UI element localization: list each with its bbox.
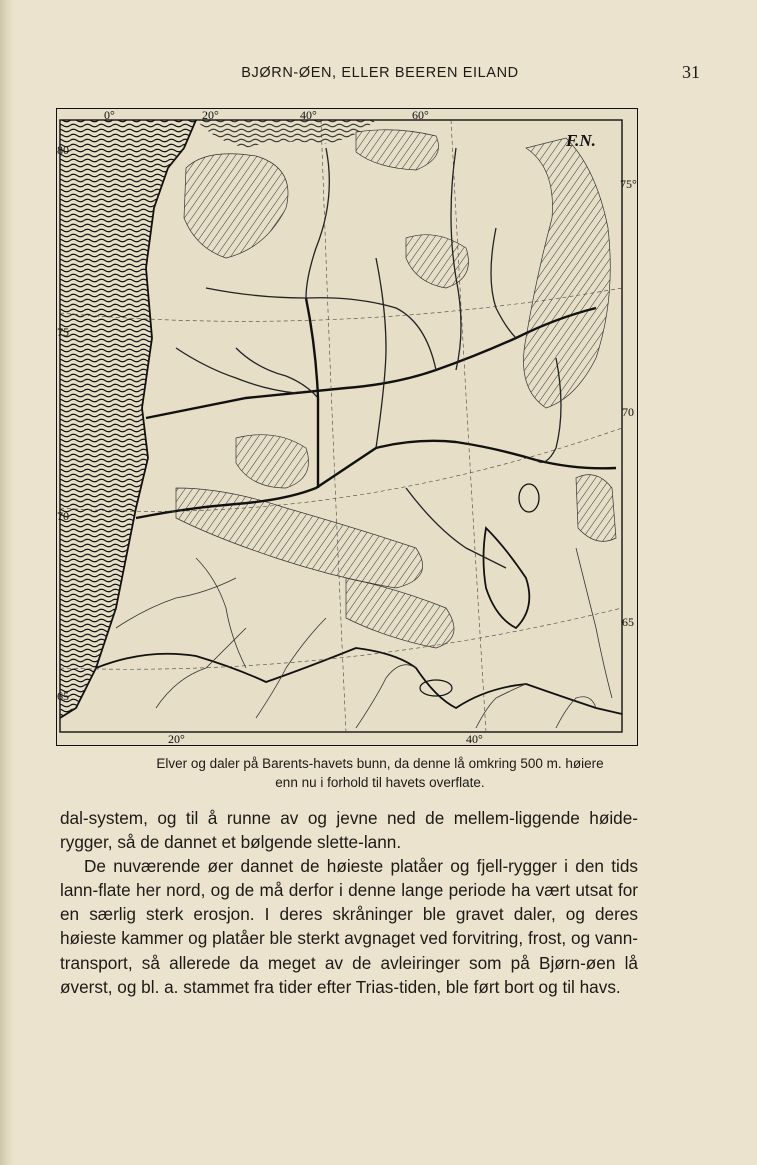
right-latitude-label: 65 xyxy=(622,615,634,629)
top-longitude-label: 0° xyxy=(104,108,115,122)
top-longitude-label: 60° xyxy=(412,108,429,122)
map-figure xyxy=(56,108,638,746)
top-longitude-label: 20° xyxy=(202,108,219,122)
left-latitude-label: 80 xyxy=(57,143,69,157)
bottom-longitude-label: 40° xyxy=(466,732,483,746)
right-latitude-label: 75° xyxy=(620,177,637,191)
left-latitude-label: 75 xyxy=(57,325,69,339)
barents-sea-map xyxy=(56,108,638,746)
figure-caption xyxy=(60,754,700,792)
running-head xyxy=(60,62,700,86)
paragraph-2: De nuværende øer dannet de høieste platåer og fjell-rygger i den tids lann-flate her nord, og de må derfor i denne lange periode ha vært utsat for en særlig sterk erosjon. I deres skråninger ble gravet daler, og deres høieste kammer og platåer ble sterkt avgnaget ved forvitring, frost, og vann-transport, så allerede da meget av de avleiringer som på Bjørn-øen lå øverst, og bl. a. stammet fra tider efter Trias-tiden, ble ført bort og til havs. xyxy=(60,856,638,997)
right-latitude-label: 70 xyxy=(622,405,634,419)
author-initials: F.N. xyxy=(566,131,596,150)
paragraph-1: dal-system, og til å runne av og jevne ned de mellem-liggende høide-rygger, så de dannet et bølgende slette-lann. xyxy=(60,808,638,853)
body-text xyxy=(60,806,638,999)
running-title: BJØRN-ØEN, ELLER BEEREN EILAND xyxy=(241,65,519,81)
left-latitude-label: 70 xyxy=(57,509,69,523)
caption-line-1: Elver og daler på Barents-havets bunn, da denne lå omkring 500 m. høiere xyxy=(156,756,604,771)
page-number: 31 xyxy=(682,62,700,82)
page-edge xyxy=(0,0,14,1165)
bottom-longitude-label: 20° xyxy=(168,732,185,746)
left-latitude-label: 65 xyxy=(57,689,69,703)
top-longitude-label: 40° xyxy=(300,108,317,122)
caption-line-2: enn nu i forhold til havets overflate. xyxy=(275,775,485,790)
